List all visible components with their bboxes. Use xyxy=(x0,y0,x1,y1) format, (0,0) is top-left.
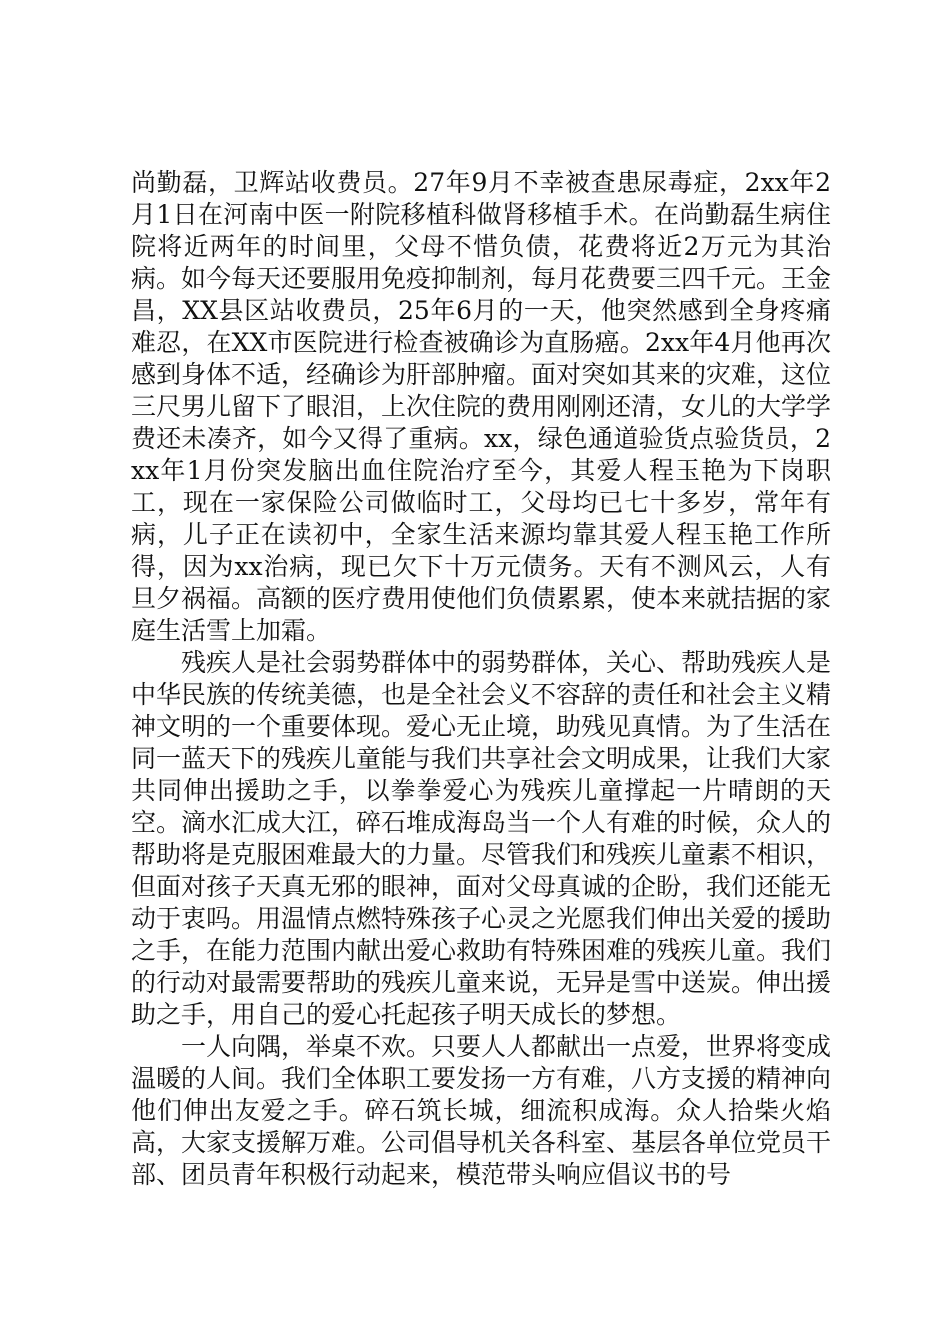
body-text xyxy=(131,167,831,1191)
paragraph-2: 残疾人是社会弱势群体中的弱势群体，关心、帮助残疾人是中华民族的传统美德，也是全社会义不容辞的责任和社会主义精神文明的一个重要体现。爱心无止境，助残见真情。为了生活在同一蓝天下的残疾儿童能与我们共享社会文明成果，让我们大家共同伸出援助之手，以拳拳爱心为残疾儿童撑起一片晴朗的天空。滴水汇成大江，碎石堆成海岛当一个人有难的时候，众人的帮助将是克服困难最大的力量。尽管我们和残疾儿童素不相识，但面对孩子天真无邪的眼神，面对父母真诚的企盼，我们还能无动于衷吗。用温情点燃特殊孩子心灵之光愿我们伸出关爱的援助之手，在能力范围内献出爱心救助有特殊困难的残疾儿童。我们的行动对最需要帮助的残疾儿童来说，无异是雪中送炭。伸出援助之手，用自己的爱心托起孩子明天成长的梦想。 xyxy=(131,648,832,1029)
paragraph-1: 尚勤磊，卫辉站收费员。27年9月不幸被查患尿毒症，2xx年2月1日在河南中医一附院移植科做肾移植手术。在尚勤磊生病住院将近两年的时间里，父母不惜负债，花费将近2万元为其治病。如今每天还要服用免疫抑制剂，每月花费要三四千元。王金昌，XX县区站收费员，25年6月的一天，他突然感到全身疼痛难忍，在XX市医院进行检查被确诊为直肠癌。2xx年4月他再次感到身体不适，经确诊为肝部肿瘤。面对突如其来的灾难，这位三尺男儿留下了眼泪，上次住院的费用刚刚还清，女儿的大学学费还未凑齐，如今又得了重病。xx，绿色通道验货点验货员，2xx年1月份突发脑出血住院治疗至今，其爱人程玉艳为下岗职工，现在一家保险公司做临时工，父母均已七十多岁，常年有病，儿子正在读初中，全家生活来源均靠其爱人程玉艳工作所得，因为xx治病，现已欠下十万元债务。天有不测风云，人有旦夕祸福。高额的医疗费用使他们负债累累，使本来就拮据的家庭生活雪上加霜。 xyxy=(131,168,832,645)
paragraph-3: 一人向隅，举桌不欢。只要人人都献出一点爱，世界将变成温暖的人间。我们全体职工要发扬一方有难，八方支援的精神向他们伸出友爱之手。碎石筑长城，细流积成海。众人拾柴火焰高，大家支援解万难。公司倡导机关各科室、基层各单位党员干部、团员青年积极行动起来，模范带头响应倡议书的号 xyxy=(131,1032,832,1189)
